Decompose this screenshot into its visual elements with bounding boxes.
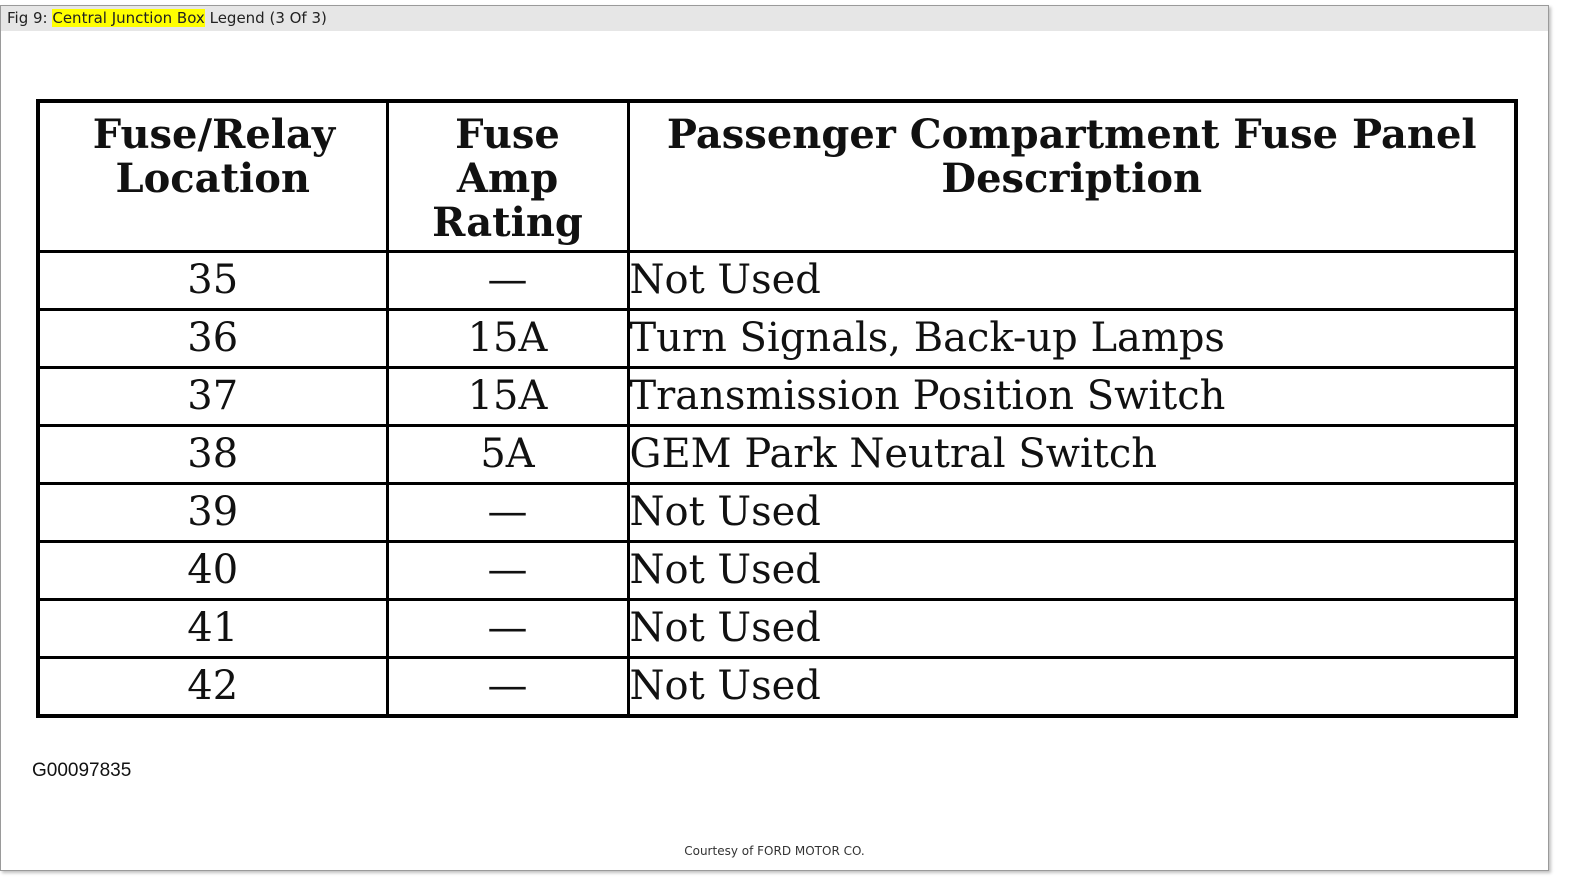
header-amp-text: Fuse Amp Rating — [432, 111, 583, 246]
cell-location: 41 — [38, 599, 387, 657]
cell-amp: — — [387, 483, 628, 541]
figure-id: G00097835 — [32, 760, 132, 781]
table-row — [38, 251, 1516, 309]
table-row — [38, 657, 1516, 716]
cell-location: 36 — [38, 309, 387, 367]
table-header-row — [38, 101, 1516, 251]
table-row — [38, 425, 1516, 483]
header-location — [38, 101, 387, 251]
header-description-text: Passenger Compartment Fuse Panel Description — [666, 111, 1477, 202]
header-amp — [387, 101, 628, 251]
cell-amp: — — [387, 251, 628, 309]
cell-location: 38 — [38, 425, 387, 483]
cell-amp: — — [387, 599, 628, 657]
cell-description: Not Used — [628, 599, 1516, 657]
cell-description: Not Used — [628, 251, 1516, 309]
cell-description: Transmission Position Switch — [628, 367, 1516, 425]
cell-amp: — — [387, 657, 628, 716]
cell-location: 39 — [38, 483, 387, 541]
table-row — [38, 367, 1516, 425]
header-description — [628, 101, 1516, 251]
cell-amp: 15A — [387, 309, 628, 367]
caption-highlight: Central Junction Box — [52, 9, 205, 27]
caption-suffix: Legend (3 Of 3) — [204, 9, 327, 27]
cell-location: 35 — [38, 251, 387, 309]
courtesy-credit: Courtesy of FORD MOTOR CO. — [684, 844, 865, 858]
cell-amp: — — [387, 541, 628, 599]
cell-location: 40 — [38, 541, 387, 599]
cell-description: Not Used — [628, 541, 1516, 599]
cell-location: 42 — [38, 657, 387, 716]
figure-frame — [0, 5, 1549, 871]
cell-amp: 5A — [387, 425, 628, 483]
table-row — [38, 483, 1516, 541]
table-row — [38, 541, 1516, 599]
header-location-text: Fuse/Relay Location — [92, 111, 336, 202]
cell-description: GEM Park Neutral Switch — [628, 425, 1516, 483]
cell-amp: 15A — [387, 367, 628, 425]
caption-prefix: Fig 9: — [7, 9, 53, 27]
figure-caption — [1, 6, 1548, 31]
cell-location: 37 — [38, 367, 387, 425]
fuse-table — [36, 99, 1518, 718]
table-row — [38, 309, 1516, 367]
cell-description: Not Used — [628, 657, 1516, 716]
cell-description: Not Used — [628, 483, 1516, 541]
cell-description: Turn Signals, Back-up Lamps — [628, 309, 1516, 367]
table-row — [38, 599, 1516, 657]
